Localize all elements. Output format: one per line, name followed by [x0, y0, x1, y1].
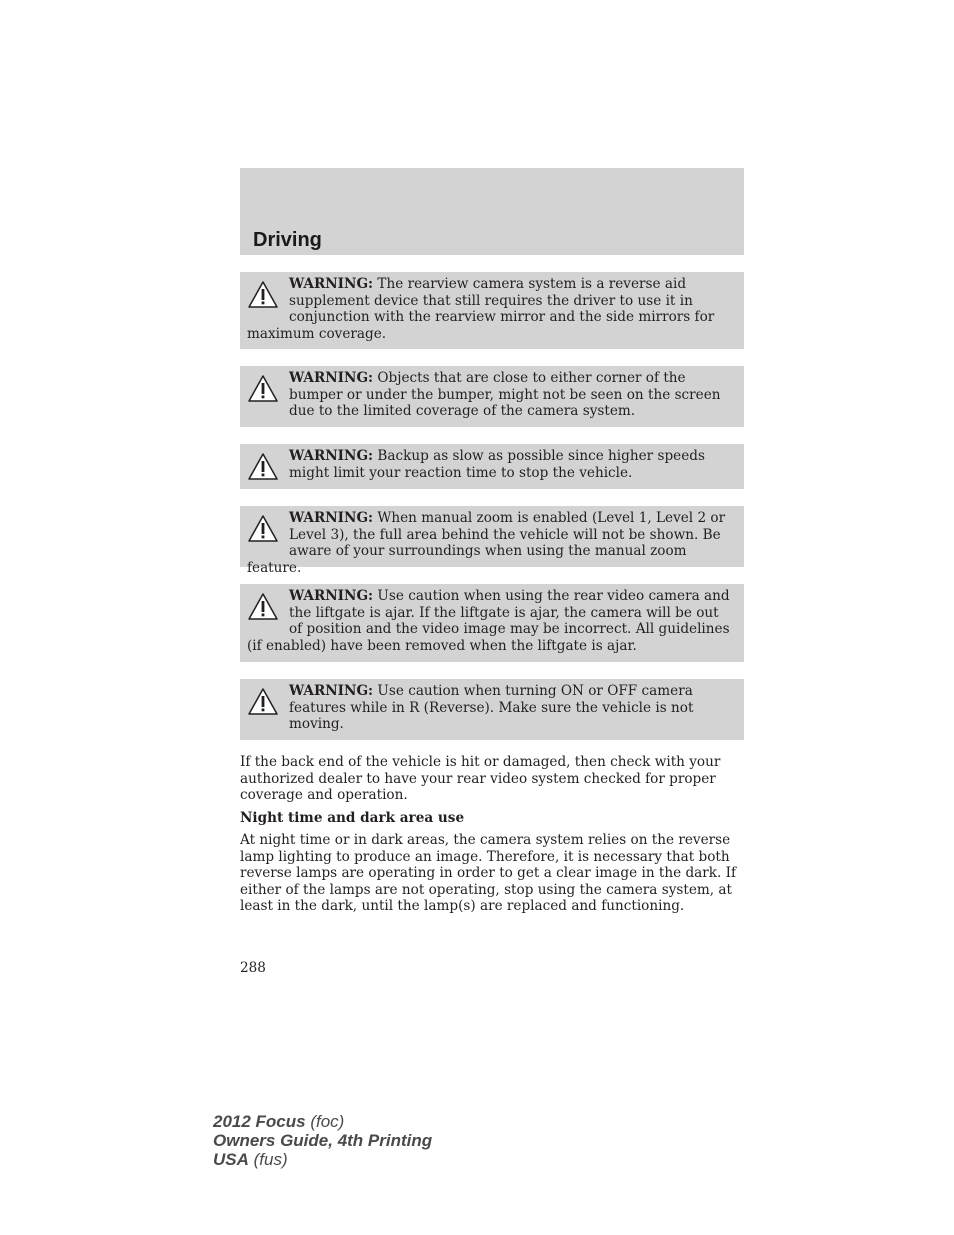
- warning-triangle-icon: [247, 592, 279, 622]
- warning-text: The rearview camera system is a reverse aid supplement device that still requires the driver to use it in conjunction with the rearview mirror and the side mirrors for maximum coverage.: [247, 276, 715, 342]
- warning-triangle-icon: [247, 280, 279, 310]
- warning-text: Backup as slow as possible since higher speeds might limit your reaction time to stop the vehicle.: [289, 448, 705, 481]
- body-paragraph-night: At night time or in dark areas, the camera system relies on the reverse lamp lighting to produce an image. Therefore, it is necessary that both reverse lamps are operating in order to get a clear image in the dark. If either of the lamps are not operating, stop using the camera system, at least in the dark, until the lamp(s) are replaced and functioning.: [240, 832, 737, 914]
- warning-label: WARNING:: [289, 276, 374, 292]
- warning-box-4: [240, 506, 744, 576]
- warning-label: WARNING:: [289, 448, 374, 464]
- warning-text: Objects that are close to either corner of the bumper or under the bumper, might not be seen on the screen due to the limited coverage of the camera system.: [289, 370, 721, 419]
- footer-model-code: (foc): [310, 1112, 345, 1131]
- section-header: [240, 168, 744, 255]
- warning-text: When manual zoom is enabled (Level 1, Level 2 or Level 3), the full area behind the vehicle will not be shown. Be aware of your surroundings when using the manual zoom feature.: [247, 510, 726, 576]
- warning-box-3: [240, 444, 744, 489]
- warning-box-5: [240, 584, 744, 662]
- footer-market: USA: [213, 1150, 249, 1169]
- footer-model: 2012 Focus: [213, 1112, 306, 1131]
- warning-label: WARNING:: [289, 683, 374, 699]
- footer-market-code: (fus): [253, 1150, 288, 1169]
- page-number: 288: [240, 960, 266, 976]
- warning-text: Use caution when using the rear video camera and the liftgate is ajar. If the liftgate is ajar, the camera will be out of position and the video image may be incorrect. All guidelines (if enabled) have been removed when the liftgate is ajar.: [247, 588, 730, 654]
- warning-label: WARNING:: [289, 588, 374, 604]
- warning-box-6: [240, 679, 744, 740]
- warning-label: WARNING:: [289, 370, 374, 386]
- warning-box-2: [240, 366, 744, 427]
- warning-triangle-icon: [247, 452, 279, 482]
- footer-edition-info: [213, 1112, 432, 1169]
- footer-guide: Owners Guide, 4th Printing: [213, 1131, 433, 1150]
- section-title: Driving: [253, 229, 322, 251]
- subheading-night-time: Night time and dark area use: [240, 810, 465, 826]
- body-paragraph-damage: If the back end of the vehicle is hit or damaged, then check with your authorized dealer to have your rear video system checked for proper coverage and operation.: [240, 754, 721, 803]
- warning-triangle-icon: [247, 514, 279, 544]
- warning-triangle-icon: [247, 374, 279, 404]
- warning-text: Use caution when turning ON or OFF camera features while in R (Reverse). Make sure the vehicle is not moving.: [289, 683, 694, 732]
- warning-label: WARNING:: [289, 510, 374, 526]
- warning-box-1: [240, 272, 744, 349]
- warning-triangle-icon: [247, 687, 279, 717]
